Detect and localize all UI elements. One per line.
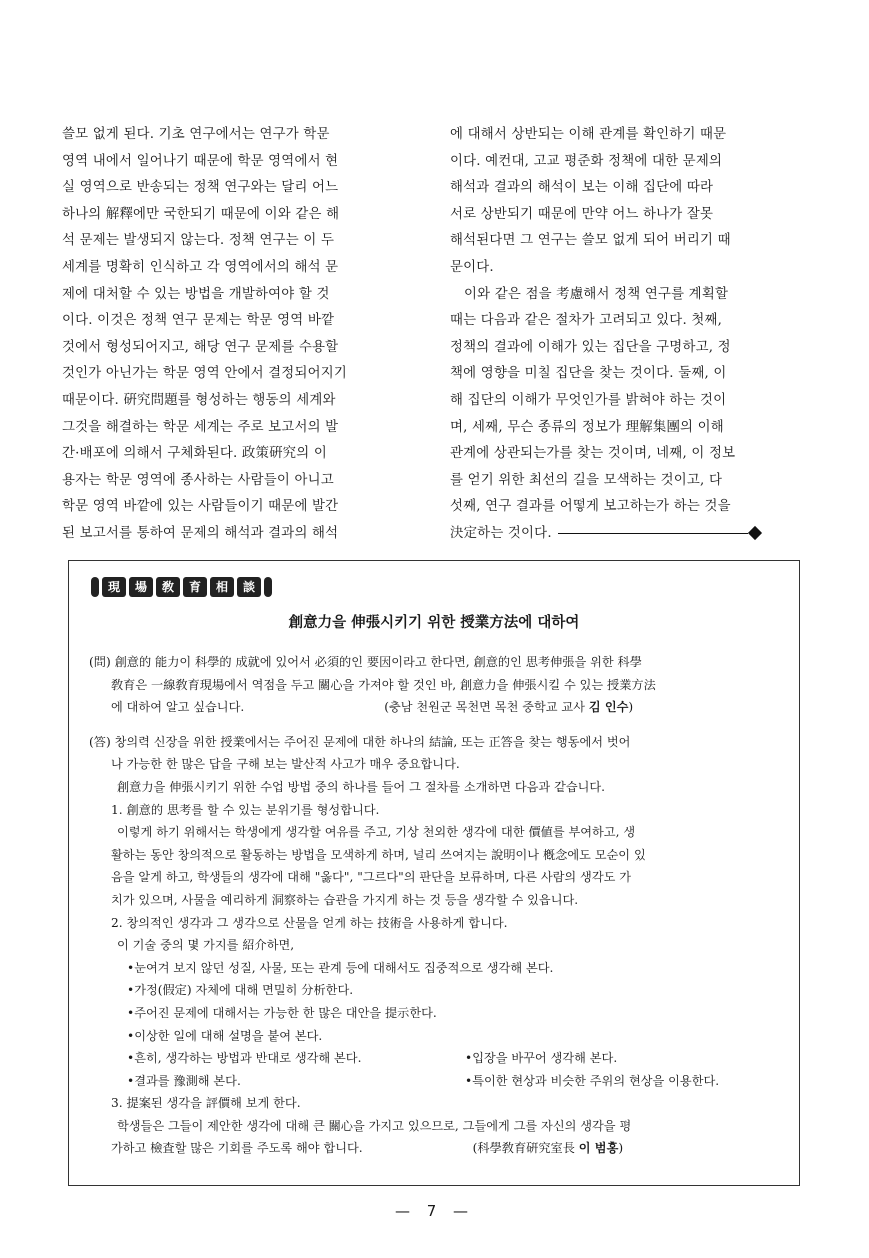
tag-char: 談 (237, 577, 261, 597)
left-line: 때문이다. 硏究問題를 형성하는 행동의 세계와 (62, 392, 336, 408)
left-line: 것인가 아닌가는 학문 영역 안에서 결정되어지기 (62, 366, 347, 382)
left-line: 제에 대처할 수 있는 방법을 개발하여야 할 것 (62, 286, 330, 302)
bullet-pair (89, 1070, 789, 1093)
left-line: 그것을 해결하는 학문 세계는 주로 보고서의 발 (62, 419, 339, 435)
right-line: 문이다. (450, 259, 494, 275)
left-line: 쓸모 없게 된다. 기초 연구에서는 연구가 학문 (62, 127, 330, 142)
page-number: — 7 — (394, 1202, 475, 1220)
end-rule (558, 533, 748, 534)
question-line: (問) 創意的 能力이 科學的 成就에 있어서 必須的인 要因이라고 한다면, 創意的인 思考伸張을 위한 科學 (89, 655, 642, 669)
left-line: 학문 영역 바깥에 있는 사람들이기 때문에 발간 (62, 499, 339, 515)
right-line: 해석과 결과의 해석이 보는 이해 집단에 따라 (450, 180, 714, 196)
end-diamond-icon (748, 526, 762, 540)
tag-cap-left (91, 577, 99, 597)
right-line: 이와 같은 점을 考慮해서 정책 연구를 계획할 (464, 286, 729, 302)
step3-line-last (89, 1137, 789, 1160)
bullet-item: •특이한 현상과 비슷한 주위의 현상을 이용한다. (465, 1073, 720, 1088)
right-line: 해 집단의 이해가 무엇인가를 밝혀야 하는 것이 (450, 392, 727, 408)
tag-char: 場 (129, 577, 153, 597)
left-line: 석 문제는 발생되지 않는다. 정책 연구는 이 두 (62, 233, 335, 249)
spacer (89, 719, 789, 731)
left-line: 이다. 이것은 정책 연구 문제는 학문 영역 바깥 (62, 313, 335, 329)
question-line-last (89, 696, 789, 719)
right-line: 때는 다음과 같은 절차가 고려되고 있다. 첫째, (450, 313, 723, 329)
left-line: 영역 내에서 일어나기 때문에 학문 영역에서 현 (62, 153, 339, 169)
question-credit-text: (충남 천원군 목천면 목천 중학교 교사 (384, 700, 589, 715)
question-text: 에 대하여 알고 싶습니다. (111, 700, 245, 715)
tag-char: 相 (210, 577, 234, 597)
question-credit-close: ) (628, 700, 634, 715)
step3-text: 가하고 檢査할 많은 기회를 주도록 해야 합니다. (111, 1141, 363, 1156)
right-line: 이다. 예컨대, 고교 평준화 정책에 대한 문제의 (450, 153, 723, 169)
left-column (62, 122, 422, 548)
answer-credit (473, 1137, 623, 1160)
box-body (89, 651, 789, 1160)
left-line: 세계를 명확히 인식하고 각 영역에서의 해석 문 (62, 259, 339, 275)
step2-title: 2. 창의적인 생각과 그 생각으로 산물을 얻게 하는 技術을 사용하게 합니다. (111, 915, 508, 930)
answer-credit-name: 이 범홍 (578, 1141, 619, 1156)
left-line: 용자는 학문 영역에 종사하는 사람들이 아니고 (62, 472, 334, 488)
left-line: 간·배포에 의해서 구체화된다. 政策硏究의 이 (62, 446, 327, 462)
bullet-item: •눈여겨 보지 않던 성질, 사물, 또는 관계 등에 대해서도 집중적으로 생각해 본다. (127, 960, 554, 975)
step1-line: 이렇게 하기 위해서는 학생에게 생각할 여유를 주고, 기상 천외한 생각에 대한 價値를 부여하고, 생 (117, 825, 636, 840)
answer-line: (答) 창의력 신장을 위한 授業에서는 주어진 문제에 대한 하나의 結論, 또는 正答을 찾는 행동에서 벗어 (89, 734, 631, 749)
tag-cap-right (264, 577, 272, 597)
bullet-item: •결과를 豫測해 본다. (127, 1073, 241, 1088)
step1-line: 음을 알게 하고, 학생들의 생각에 대해 "옳다", "그르다"의 판단을 보류하며, 다른 사람의 생각도 가 (111, 870, 632, 885)
right-last-line (450, 521, 810, 548)
answer-line: 나 가능한 한 많은 답을 구해 보는 발산적 사고가 매우 중요합니다. (111, 757, 460, 772)
bullet-item: •흔히, 생각하는 방법과 반대로 생각해 본다. (127, 1051, 362, 1066)
step3-title: 3. 提案된 생각을 評價해 보게 한다. (111, 1096, 301, 1111)
bullet-pair (89, 1047, 789, 1070)
right-line: 며, 세째, 무슨 종류의 정보가 理解集團의 이해 (450, 419, 724, 435)
step1-title: 1. 創意的 思考를 할 수 있는 분위기를 형성합니다. (111, 802, 380, 817)
left-line: 하나의 解釋에만 국한되기 때문에 이와 같은 해 (62, 206, 340, 222)
right-line: 를 얻기 위한 최선의 길을 모색하는 것이고, 다 (450, 472, 723, 488)
answer-credit-close: ) (618, 1141, 624, 1156)
consultation-box (68, 560, 800, 1186)
section-tag (91, 577, 272, 597)
bullet-item: •주어진 문제에 대해서는 가능한 한 많은 대안을 提示한다. (127, 1005, 437, 1020)
right-last-text: 決定하는 것이다. (450, 525, 552, 541)
right-line: 섯째, 연구 결과를 어떻게 보고하는가 하는 것을 (450, 499, 731, 515)
bullet-item: •입장을 바꾸어 생각해 본다. (465, 1051, 618, 1066)
tag-char: 育 (183, 577, 207, 597)
step3-line: 학생들은 그들이 제안한 생각에 대해 큰 關心을 가지고 있으므로, 그들에게 그를 자신의 생각을 평 (117, 1118, 632, 1133)
question-credit-name: 김 인수 (588, 700, 629, 715)
right-line: 에 대해서 상반되는 이해 관계를 확인하기 때문 (450, 127, 727, 142)
box-title: 創意力을 伸張시키기 위한 授業方法에 대하여 (288, 615, 580, 631)
question-credit (384, 696, 633, 719)
step1-line: 치가 있으며, 사물을 예리하게 洞察하는 습관을 가지게 하는 것 등을 생각할 수 있읍니다. (111, 892, 579, 907)
tag-char: 現 (102, 577, 126, 597)
answer-intro: 創意力을 伸張시키기 위한 수업 방법 중의 하나를 들어 그 절차를 소개하면 다음과 같습니다. (117, 779, 606, 794)
answer-credit-text: (科學敎育硏究室長 (472, 1141, 579, 1156)
right-column (450, 122, 810, 548)
tag-char: 敎 (156, 577, 180, 597)
right-line: 책에 영향을 미칠 집단을 찾는 것이다. 둘째, 이 (450, 366, 727, 382)
question-line: 敎育은 一線敎育現場에서 역점을 두고 關心을 가져야 할 것인 바, 創意力을 伸張시킬 수 있는 授業方法 (111, 677, 656, 692)
right-line: 해석된다면 그 연구는 쓸모 없게 되어 버리기 때 (450, 233, 731, 249)
right-line: 정책의 결과에 이해가 있는 집단을 구명하고, 정 (450, 339, 731, 355)
left-line: 실 영역으로 반송되는 정책 연구와는 달리 어느 (62, 180, 339, 196)
bullet-item: •이상한 일에 대해 설명을 붙여 본다. (127, 1028, 323, 1043)
left-line: 된 보고서를 통하여 문제의 해석과 결과의 해석 (62, 525, 339, 541)
bullet-item: •가정(假定) 자체에 대해 면밀히 分析한다. (127, 983, 354, 998)
left-line: 것에서 형성되어지고, 해당 연구 문제를 수용할 (62, 339, 339, 355)
right-line: 관계에 상관되는가를 찾는 것이며, 네째, 이 정보 (450, 446, 736, 462)
right-line: 서로 상반되기 때문에 만약 어느 하나가 잘못 (450, 206, 714, 222)
step2-intro: 이 기술 중의 몇 가지를 紹介하면, (117, 938, 295, 953)
step1-line: 활하는 동안 창의적으로 활동하는 방법을 모색하게 하며, 널리 쓰여지는 說明이나 槪念에도 모순이 있 (111, 847, 646, 862)
